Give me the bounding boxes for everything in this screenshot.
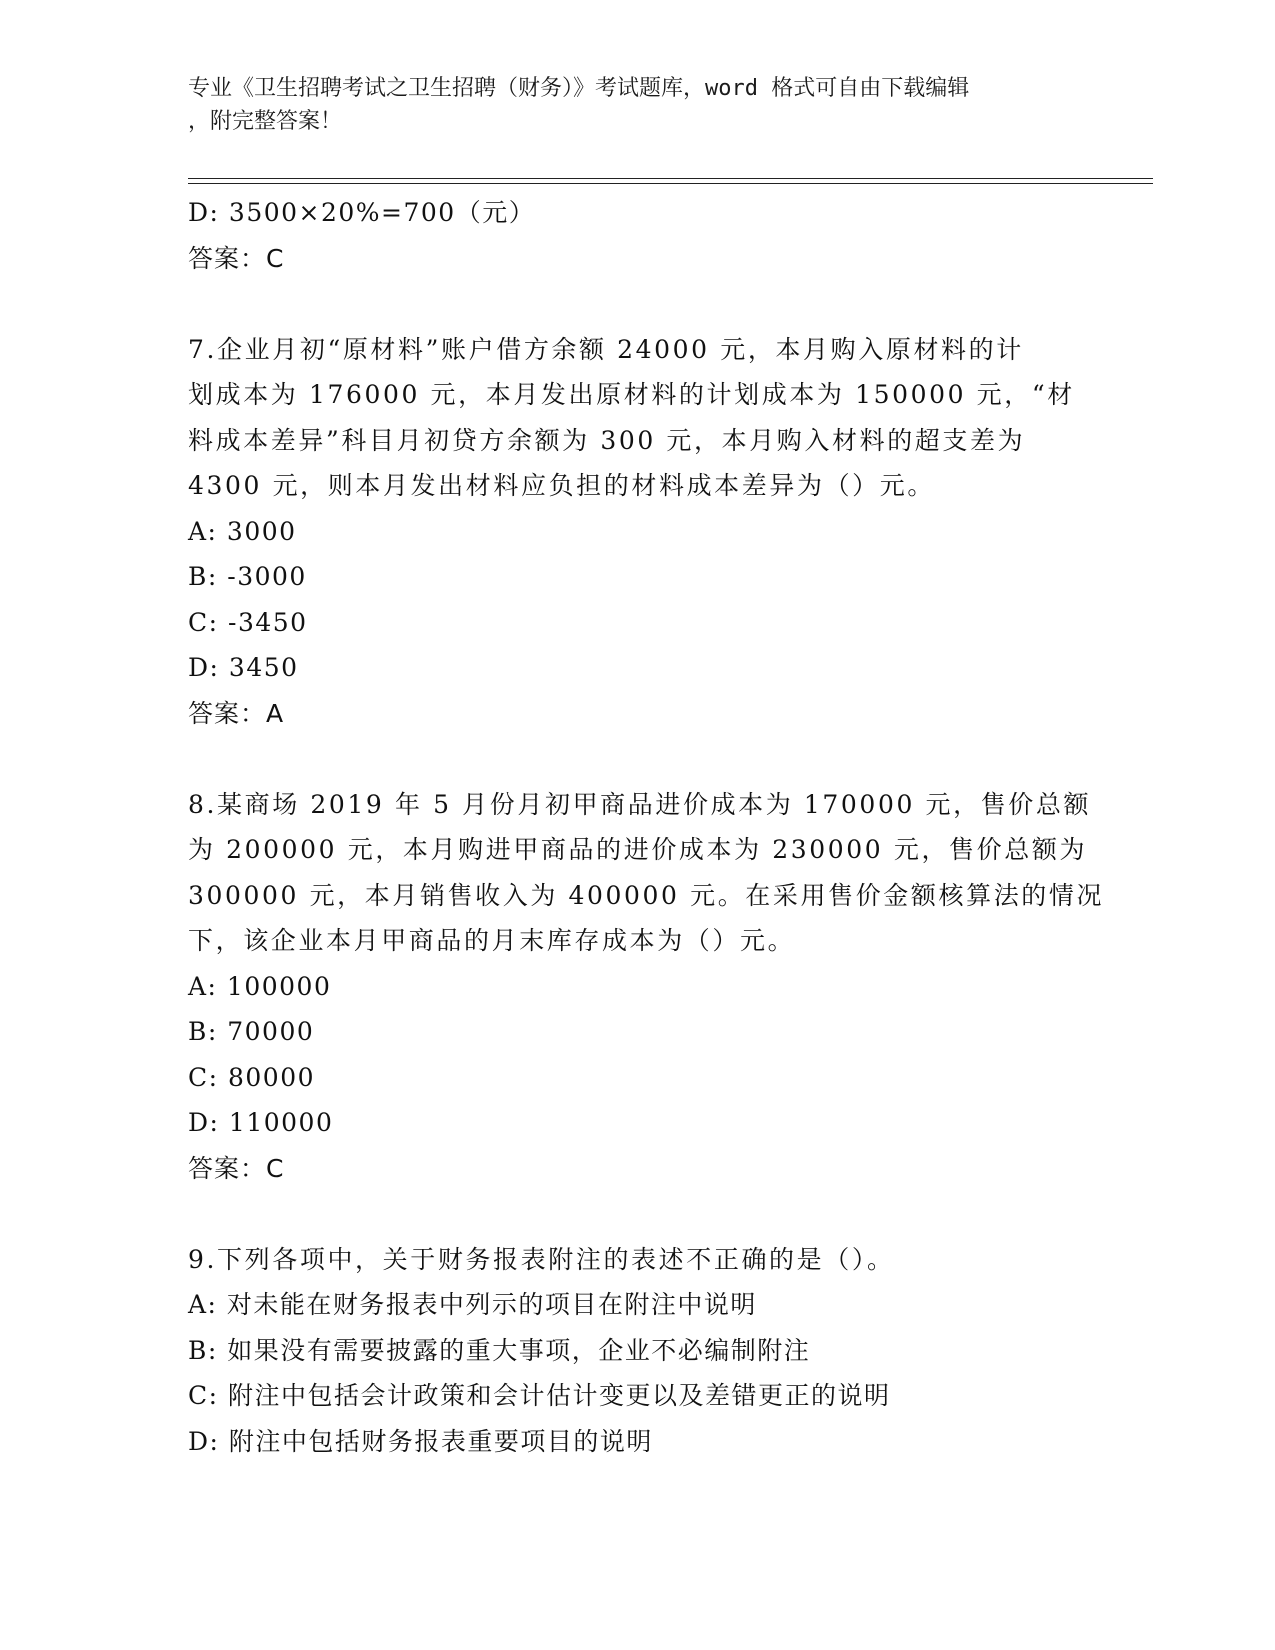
question-7-option-c: C: -3450 — [188, 607, 308, 637]
question-7-line-1: 7.企业月初“原材料”账户借方余额 24000 元，本月购入原材料的计 — [188, 334, 1024, 364]
question-8-answer: 答案：C — [188, 1153, 285, 1183]
question-7-line-3: 料成本差异”科目月初贷方余额为 300 元，本月购入材料的超支差为 — [188, 425, 1026, 455]
question-8-option-d: D: 110000 — [188, 1108, 334, 1137]
question-7-line-4: 4300 元，则本月发出材料应负担的材料成本差异为（）元。 — [188, 471, 935, 500]
question-9-option-d: D: 附注中包括财务报表重要项目的说明 — [188, 1426, 653, 1456]
question-7 — [188, 327, 1088, 737]
header-line-2: ，附完整答案！ — [188, 109, 343, 134]
question-9-option-c: C: 附注中包括会计政策和会计估计变更以及差错更正的说明 — [188, 1381, 891, 1410]
question-7-option-b: B: -3000 — [188, 562, 307, 591]
header-divider-top — [188, 178, 1153, 179]
question-8-line-2: 为 200000 元，本月购进甲商品的进价成本为 230000 元，售价总额为 — [188, 835, 1088, 864]
question-8-line-4: 下，该企业本月甲商品的月末库存成本为（）元。 — [188, 926, 796, 955]
prev-option-d: D: 3500×20%=700（元） — [188, 198, 536, 227]
question-8-line-3: 300000 元，本月销售收入为 400000 元。在采用售价金额核算法的情况 — [188, 880, 1105, 910]
question-8-option-a: A: 100000 — [188, 971, 332, 1001]
header-line-1: 专业《卫生招聘考试之卫生招聘（财务）》考试题库，word 格式可自由下载编辑 — [188, 76, 970, 101]
page-header — [188, 72, 1068, 138]
prev-answer: 答案：C — [188, 243, 285, 273]
question-8-option-c: C: 80000 — [188, 1062, 316, 1092]
question-8-line-1: 8.某商场 2019 年 5 月份月初甲商品进价成本为 170000 元，售价总额 — [188, 789, 1092, 819]
spacer — [188, 281, 1088, 327]
question-8 — [188, 782, 1105, 1192]
spacer — [188, 736, 1088, 782]
question-9 — [188, 1237, 1088, 1465]
header-divider-bottom — [188, 183, 1153, 184]
spacer — [188, 1191, 1088, 1237]
question-9-line-1: 9.下列各项中，关于财务报表附注的表述不正确的是（）。 — [188, 1244, 895, 1274]
question-9-option-a: A: 对未能在财务报表中列示的项目在附注中说明 — [188, 1290, 757, 1319]
question-9-option-b: B: 如果没有需要披露的重大事项，企业不必编制附注 — [188, 1335, 811, 1365]
question-7-line-2: 划成本为 176000 元，本月发出原材料的计划成本为 150000 元，“材 — [188, 380, 1075, 409]
document-body — [188, 190, 1105, 1464]
question-7-answer: 答案：A — [188, 698, 285, 728]
question-7-option-d: D: 3450 — [188, 653, 299, 682]
question-7-option-a: A: 3000 — [188, 516, 297, 546]
question-8-option-b: B: 70000 — [188, 1017, 315, 1046]
